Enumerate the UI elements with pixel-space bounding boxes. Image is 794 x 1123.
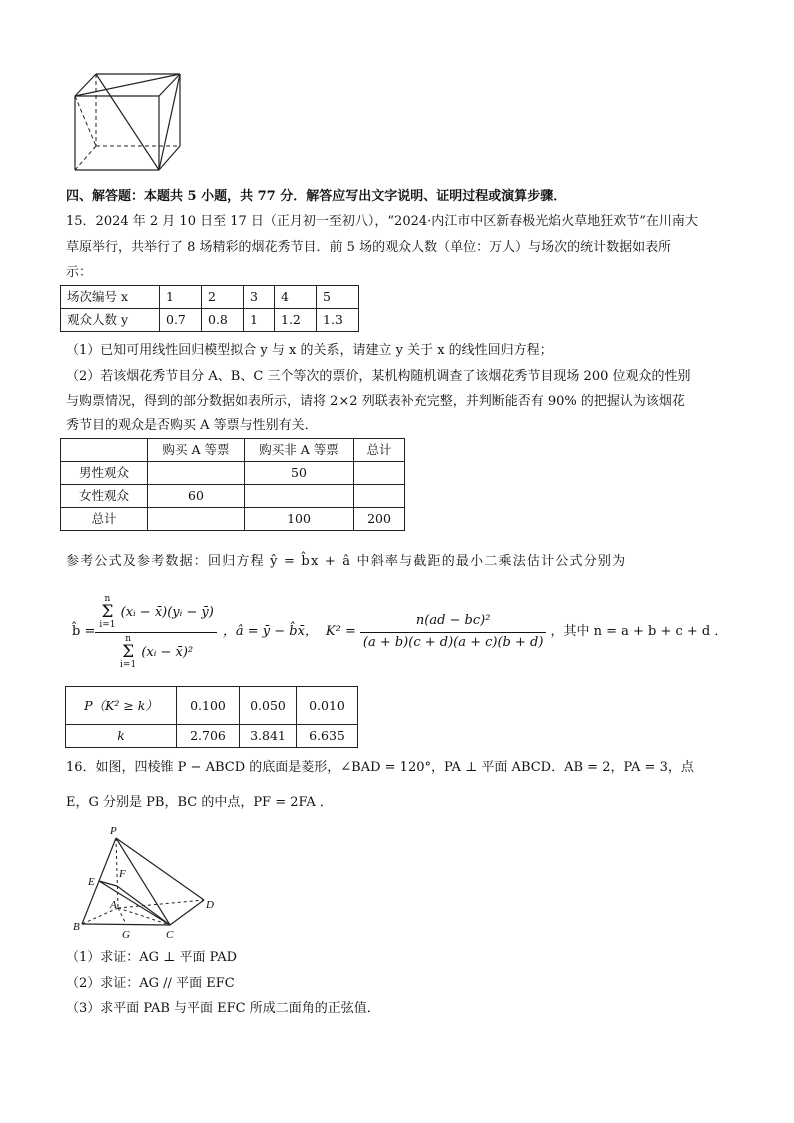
cube-section-line xyxy=(96,74,159,170)
table-row xyxy=(61,309,359,332)
table-cell: 0.7 xyxy=(160,309,202,332)
edge-BC xyxy=(82,924,170,925)
table-row xyxy=(61,462,405,485)
cube-figure xyxy=(70,66,185,176)
k-numerator: n(ad − bc)² xyxy=(360,613,547,632)
q15-line3: 示： xyxy=(66,265,93,280)
sum-symbol xyxy=(99,595,115,630)
q15-part2-line1: （2）若该烟花秀节目分 A、B、C 三个等次的票价，某机构随机调查了该烟花秀节目现场 200 位观众的性别 xyxy=(66,369,691,384)
b-numerator-expression: (xᵢ − x̄)(yᵢ − ȳ) xyxy=(120,604,214,620)
q16-part3: （3）求平面 PAB 与平面 EFC 所成二面角的正弦值． xyxy=(66,1001,380,1016)
table-row xyxy=(66,725,358,748)
table-cell: 3 xyxy=(244,286,275,309)
label-C: C xyxy=(166,929,174,941)
table-cell: 1.2 xyxy=(275,309,317,332)
table-cell: 0.050 xyxy=(240,687,297,725)
sum-lower: i=1 xyxy=(120,659,137,670)
q15-reference-text: 参考公式及参考数据：回归方程 ŷ = b̂x + â 中斜率与截距的最小二乘法估计公式分别为 xyxy=(66,554,627,569)
q15-formula xyxy=(72,592,732,672)
k-squared-label: K² = xyxy=(325,623,356,639)
sum-upper: n xyxy=(104,593,111,604)
table-cell: 4 xyxy=(275,286,317,309)
b-hat-label: b̂ = xyxy=(72,623,96,639)
q15-table1 xyxy=(60,285,359,332)
segment-EF xyxy=(99,881,117,886)
table-cell: 0.100 xyxy=(177,687,240,725)
table-cell: 1.3 xyxy=(317,309,359,332)
q16-part2: （2）求证：AG // 平面 EFC xyxy=(66,976,235,991)
cube-hidden-edge xyxy=(75,146,96,170)
pyramid-figure xyxy=(72,822,222,942)
table-row xyxy=(66,687,358,725)
label-D: D xyxy=(206,899,214,911)
q15-part1: （1）已知可用线性回归模型拟合 y 与 x 的关系，请建立 y 关于 x 的线性回归方程； xyxy=(66,343,553,358)
table-cell xyxy=(245,485,354,508)
table-cell xyxy=(354,462,405,485)
table-cell: 女性观众 xyxy=(61,485,148,508)
sum-symbol xyxy=(120,635,136,670)
table-cell: 100 xyxy=(245,508,354,531)
q15-part2-line3: 秀节目的观众是否购买 A 等票与性别有关． xyxy=(66,418,318,433)
table-header-cell: 购买 A 等票 xyxy=(148,439,245,462)
table-header-cell: 总计 xyxy=(354,439,405,462)
table-row xyxy=(61,508,405,531)
cube-section-line xyxy=(159,74,180,170)
edge-PD xyxy=(116,838,204,900)
table-cell: 1 xyxy=(244,309,275,332)
edge-PA xyxy=(116,838,118,908)
table-row xyxy=(61,286,359,309)
label-A: A xyxy=(110,899,117,911)
q15-line1: 15．2024 年 2 月 10 日至 17 日（正月初一至初八），“2024·内江市中区新春极光焰火草地狂欢节”在川南大 xyxy=(66,214,698,229)
label-F: F xyxy=(119,868,126,880)
table-cell xyxy=(148,508,245,531)
q15-line2: 草原举行，共举行了 8 场精彩的烟花秀节目．前 5 场的观众人数（单位：万人）与场次的统计数据如表所 xyxy=(66,240,672,255)
segment-AC xyxy=(118,908,170,925)
section-heading: 四、解答题：本题共 5 小题，共 77 分．解答应写出文字说明、证明过程或演算步骤． xyxy=(66,189,567,204)
b-hat-denominator xyxy=(95,633,216,670)
label-G: G xyxy=(122,929,130,941)
formula-tail: ，其中 n = a + b + c + d ． xyxy=(550,623,728,639)
b-hat-numerator xyxy=(95,595,216,633)
edge-PC xyxy=(116,838,170,925)
sum-upper: n xyxy=(125,633,132,644)
q15-part2-line2: 与购票情况，得到的部分数据如表所示，请将 2×2 列联表补充完整，并判断能否有 90% 的把握认为该烟花 xyxy=(66,394,685,409)
table-cell: 6.635 xyxy=(297,725,358,748)
table-row xyxy=(61,439,405,462)
k-squared-fraction xyxy=(360,613,547,651)
table-header-cell: 购买非 A 等票 xyxy=(245,439,354,462)
table-cell: 场次编号 x xyxy=(61,286,160,309)
sum-lower: i=1 xyxy=(99,619,116,630)
table-cell: 2 xyxy=(202,286,244,309)
b-hat-fraction xyxy=(95,595,216,670)
table-cell: 总计 xyxy=(61,508,148,531)
label-E: E xyxy=(88,876,95,888)
q16-line2: E，G 分别是 PB，BC 的中点，PF = 2FA ． xyxy=(66,795,333,810)
q15-contingency-table xyxy=(60,438,405,531)
table-row xyxy=(61,485,405,508)
k-denominator: (a + b)(c + d)(a + c)(b + d) xyxy=(362,634,544,650)
q15-critical-value-table xyxy=(65,686,358,748)
table-cell: P（K² ≥ k） xyxy=(66,687,177,725)
table-cell: 观众人数 y xyxy=(61,309,160,332)
cube-hidden-section-line xyxy=(75,96,96,146)
q16-part1: （1）求证：AG ⊥ 平面 PAD xyxy=(66,950,238,965)
table-cell: 0.8 xyxy=(202,309,244,332)
edge-CD xyxy=(170,900,204,925)
cube-section-line xyxy=(75,74,180,96)
table-cell: 60 xyxy=(148,485,245,508)
table-cell: k xyxy=(66,725,177,748)
table-cell: 200 xyxy=(354,508,405,531)
sigma-icon: Σ xyxy=(122,641,135,662)
table-cell: 5 xyxy=(317,286,359,309)
b-denominator-expression: (xᵢ − x̄)² xyxy=(141,644,194,660)
sigma-icon: Σ xyxy=(101,601,114,622)
label-P: P xyxy=(110,825,117,837)
table-cell: 0.010 xyxy=(297,687,358,725)
table-cell: 50 xyxy=(245,462,354,485)
q16-line1: 16．如图，四棱锥 P − ABCD 的底面是菱形，∠BAD = 120°，PA ⊥ 平面 ABCD．AB = 2，PA = 3，点 xyxy=(66,760,694,775)
table-cell: 1 xyxy=(160,286,202,309)
table-cell xyxy=(354,485,405,508)
table-cell: 男性观众 xyxy=(61,462,148,485)
a-hat-expression: ，â = ȳ − b̂x̄， xyxy=(222,623,318,639)
table-cell: 2.706 xyxy=(177,725,240,748)
table-cell: 3.841 xyxy=(240,725,297,748)
label-B: B xyxy=(73,921,80,933)
table-header-cell xyxy=(61,439,148,462)
table-cell xyxy=(148,462,245,485)
